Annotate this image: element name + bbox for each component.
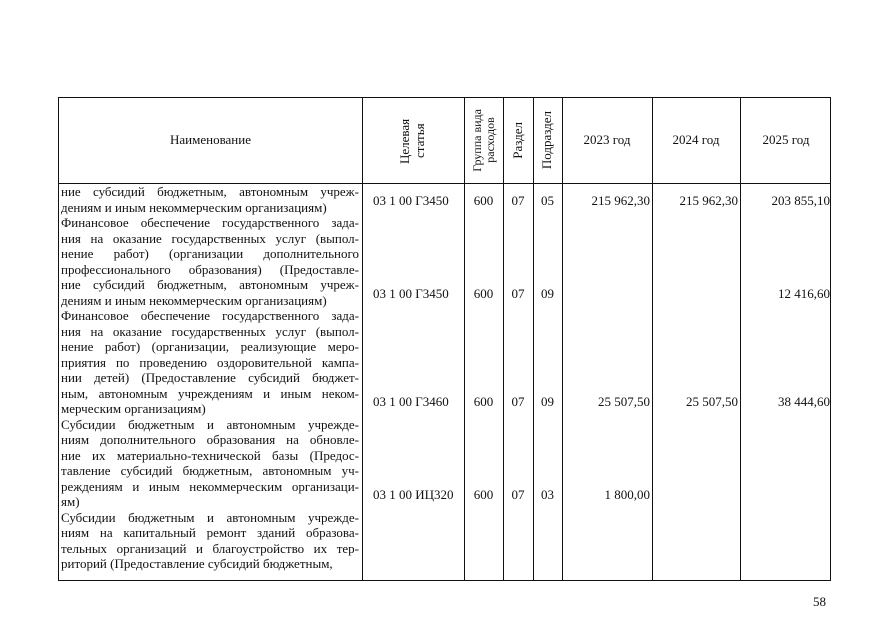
row-section: 07 [511,394,525,409]
row-description [61,510,359,572]
header-2025 [740,98,832,183]
description-line: ния на оказание государственных услуг (выпол- [61,230,359,246]
header-target-label: Целевая статья [397,117,427,164]
row-2025: 38 444,60 [778,394,830,409]
page-number: 58 [813,594,826,609]
row-subsection: 09 [541,394,554,409]
row-description [61,184,359,215]
description-line: дениям и иным некоммерческим организациям) [61,292,327,308]
header-2024 [652,98,740,183]
row-2024: 215 962,30 [679,192,738,208]
description-line: ние субсидий бюджетным, автономным учреж- [61,184,359,199]
budget-table [58,97,831,581]
row-2023: 25 507,50 [598,394,650,409]
header-name [59,98,362,183]
header-group-label [471,109,497,172]
description-line: реждениям и иным некоммерческим организаци- [61,478,359,494]
description-line: мерческим организациям) [61,401,206,416]
description-line: Субсидии бюджетным и автономным учрежде- [61,509,359,525]
row-2025: 203 855,10 [771,192,830,208]
row-group: 600 [473,394,494,409]
row-target: 03 1 00 Г3450 [373,192,449,208]
description-line: риторий (Предоставление субсидий бюджетным, [61,556,333,571]
description-line: тавление субсидий бюджетным, автономным уч- [61,463,359,478]
row-2024: 25 507,50 [686,394,738,409]
row-target: 03 1 00 Г3460 [373,394,449,409]
row-subsection: 03 [541,487,554,502]
description-line: приятия по проведению оздоровительной кампа- [61,354,359,370]
header-2023 [562,98,652,183]
header-subsection-label: Подраздел [539,111,555,170]
header-section-label: Раздел [509,122,525,159]
header-2023-label: 2023 год [583,132,631,148]
row-description [61,417,359,510]
row-description [61,215,359,308]
row-description [61,308,359,417]
row-2023: 1 800,00 [604,487,650,502]
header-group-line1: Группа вида [469,109,484,172]
header-group [464,98,503,183]
row-2025: 12 416,60 [778,285,830,301]
description-line: ние субсидий бюджетным, автономным учреж- [61,277,359,292]
row-target: 03 1 00 ИЦ320 [373,487,454,502]
header-2025-label: 2025 год [762,132,810,148]
header-subsection [533,98,562,183]
description-line: Субсидии бюджетным и автономным учрежде- [61,416,359,432]
header-2024-label: 2024 год [672,132,720,148]
description-line: ниям дополнительного образования на обновле- [61,432,359,447]
row-group: 600 [473,192,494,208]
row-subsection: 05 [541,192,554,208]
row-group: 600 [473,285,494,301]
header-section [503,98,533,183]
description-line: нии детей) (Предоставление субсидий бюджет- [61,370,359,385]
description-line: Финансовое обеспечение государственного зада- [61,215,359,230]
description-line: нение работ) (организации дополнительного [61,246,359,261]
row-target: 03 1 00 Г3450 [373,285,449,301]
row-section: 07 [511,487,525,502]
description-line: ниям на капитальный ремонт зданий образова- [61,525,359,540]
description-line: Финансовое обеспечение государственного зада- [61,308,359,323]
description-line: дениям и иным некоммерческим организациям) [61,199,327,215]
description-line: ния на оказание государственных услуг (выпол- [61,323,359,339]
description-line: тельных организаций и благоустройство их тер- [61,540,359,556]
header-group-line2: расходов [482,117,497,164]
description-line: нение работ) (организации, реализующие меро- [61,339,359,354]
description-line: ние их материально-технической базы (Предос- [61,447,359,463]
row-subsection: 09 [541,285,554,301]
description-line: ям) [61,494,80,509]
header-target [362,98,464,183]
description-line: ным, автономным учреждениям и иным неком- [61,385,359,401]
row-section: 07 [511,285,525,301]
row-section: 07 [511,192,525,208]
description-line: профессионального образования) (Предоставле- [61,261,359,277]
row-2023: 215 962,30 [591,192,650,208]
row-group: 600 [473,487,494,502]
header-name-label: Наименование [170,132,251,148]
